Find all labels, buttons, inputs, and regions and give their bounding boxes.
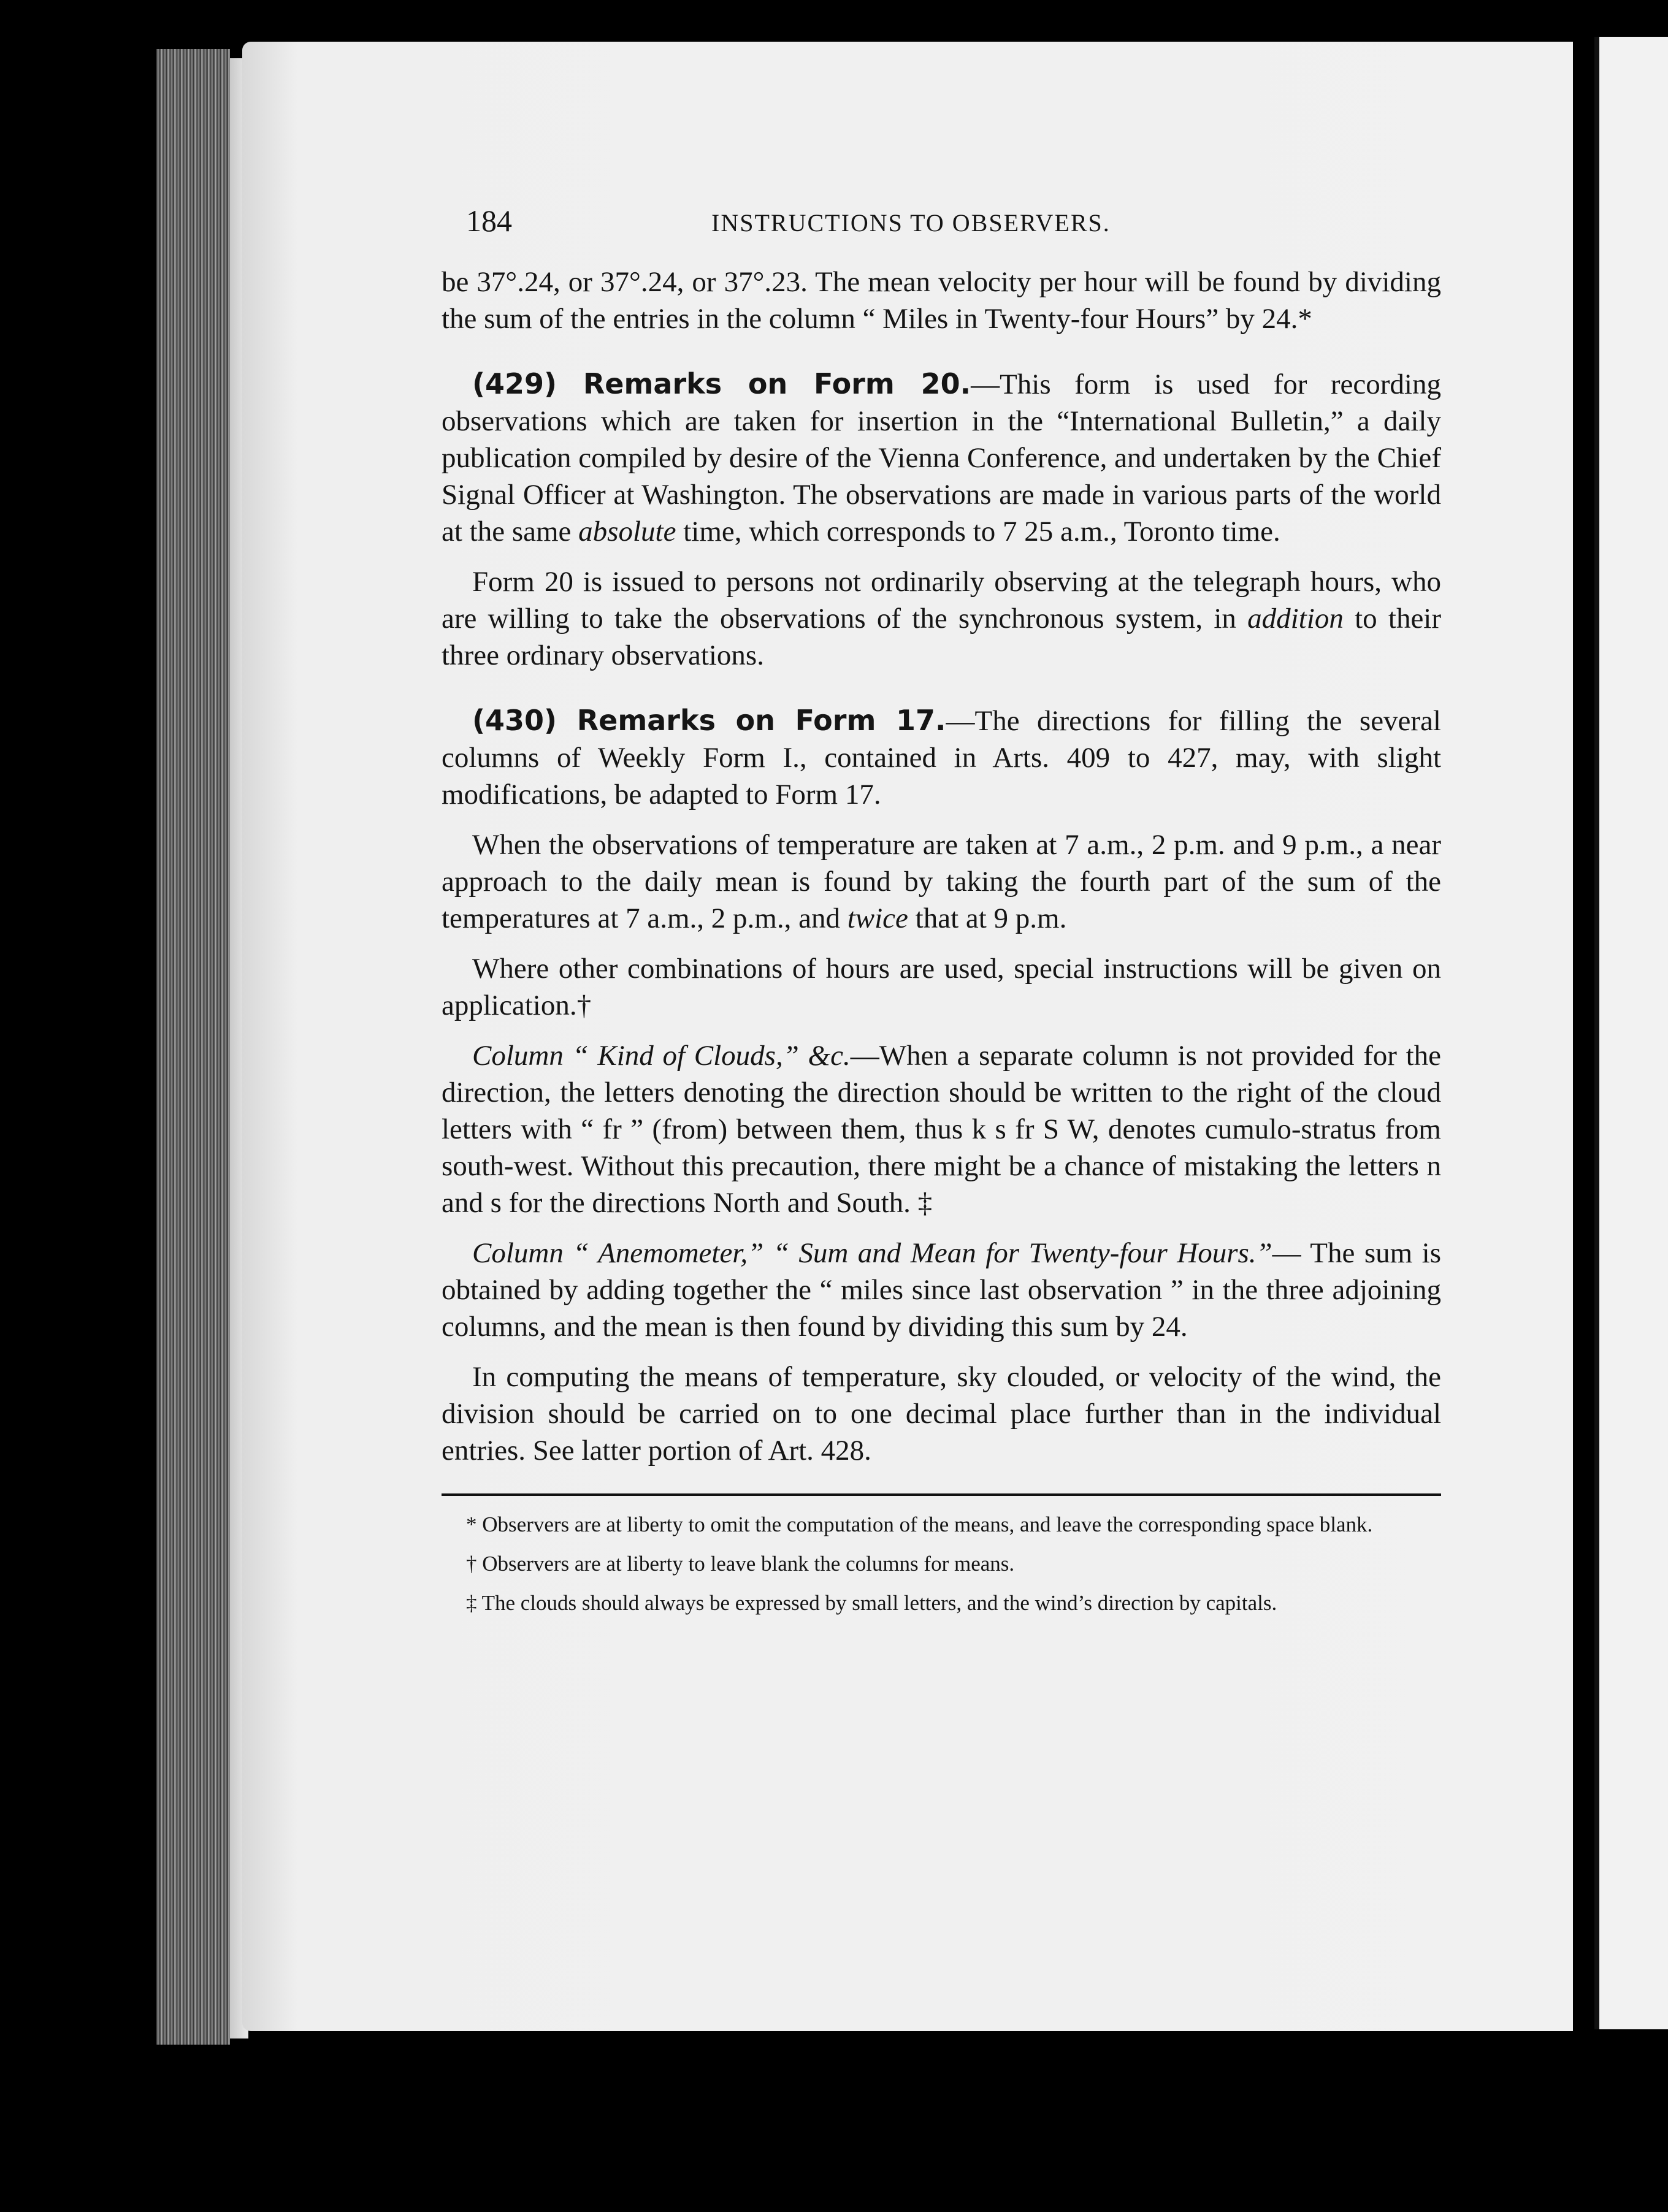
- paragraph-430: (430) Remarks on Form 17.—The directions for filling the several columns of Weekly Form I., contained in Arts. 409 to 427, may, with slight modifications, be adapted to Form 17.: [442, 704, 1441, 810]
- paragraph-computing: In computing the means of temperature, sky clouded, or velocity of the wind, the division should be carried on to one decimal place further than in the individual entries. See latter portion of Art. 428.: [442, 1361, 1441, 1466]
- footnote-2: † Observers are at liberty to leave blank the columns for means.: [466, 1552, 1015, 1576]
- running-title: INSTRUCTIONS TO OBSERVERS.: [711, 209, 1111, 237]
- paragraph-429: (429) Remarks on Form 20.—This form is used for recording observations which are taken for insertion in the “International Bulletin,” a daily publication compiled by desire of the Vienna Conference, and undertaken by the Chief Signal Officer at Washington. The observations are made in various parts of the world at the same absolute time, which corresponds to 7 25 a.m., Toronto time.: [442, 367, 1441, 547]
- paragraph-clouds: Column “ Kind of Clouds,” &c.—When a separate column is not provided for the direction, the letters denoting the direction should be written to the right of the cloud letters with “ fr ” (from) between them, thus k s fr S W, denotes cumulo-stratus from south-west. Without this precaution, there might be a chance of mistaking the letters n and s for the directions North and South. ‡: [442, 1040, 1441, 1219]
- footnote-divider: [442, 1493, 1441, 1496]
- footnote-3: ‡ The clouds should always be expressed by small letters, and the wind’s direction by capitals.: [466, 1591, 1277, 1615]
- section-heading-429: (429) Remarks on Form 20.: [472, 367, 971, 400]
- running-header: [466, 202, 1441, 242]
- paragraph-anemometer: Column “ Anemometer,” “ Sum and Mean for Twenty-four Hours.”— The sum is obtained by adding together the “ miles since last observation ” in the three adjoining columns, and the mean is then found by dividing this sum by 24.: [442, 1237, 1441, 1343]
- paragraph-continuation: be 37°.24, or 37°.24, or 37°.23. The mean velocity per hour will be found by dividing the sum of the entries in the column “ Miles in Twenty-four Hours” by 24.*: [442, 266, 1441, 335]
- facing-page-edge: [1594, 37, 1668, 2029]
- book-spine: [156, 49, 230, 2045]
- page-number: 184: [466, 204, 512, 238]
- footnote-1: * Observers are at liberty to omit the computation of the means, and leave the corresponding space blank.: [466, 1512, 1373, 1536]
- section-heading-430: (430) Remarks on Form 17.: [472, 704, 946, 737]
- page-content: [442, 202, 1441, 1628]
- paragraph-temperature: When the observations of temperature are taken at 7 a.m., 2 p.m. and 9 p.m., a near approach to the daily mean is found by taking the fourth part of the sum of the temperatures at 7 a.m., 2 p.m., and twice that at 9 p.m.: [442, 829, 1441, 934]
- paragraph-combinations: Where other combinations of hours are used, special instructions will be given on application.†: [442, 953, 1441, 1021]
- paragraph-form20: Form 20 is issued to persons not ordinarily observing at the telegraph hours, who are willing to take the observations of the synchronous system, in addition to their three ordinary observations.: [442, 566, 1442, 671]
